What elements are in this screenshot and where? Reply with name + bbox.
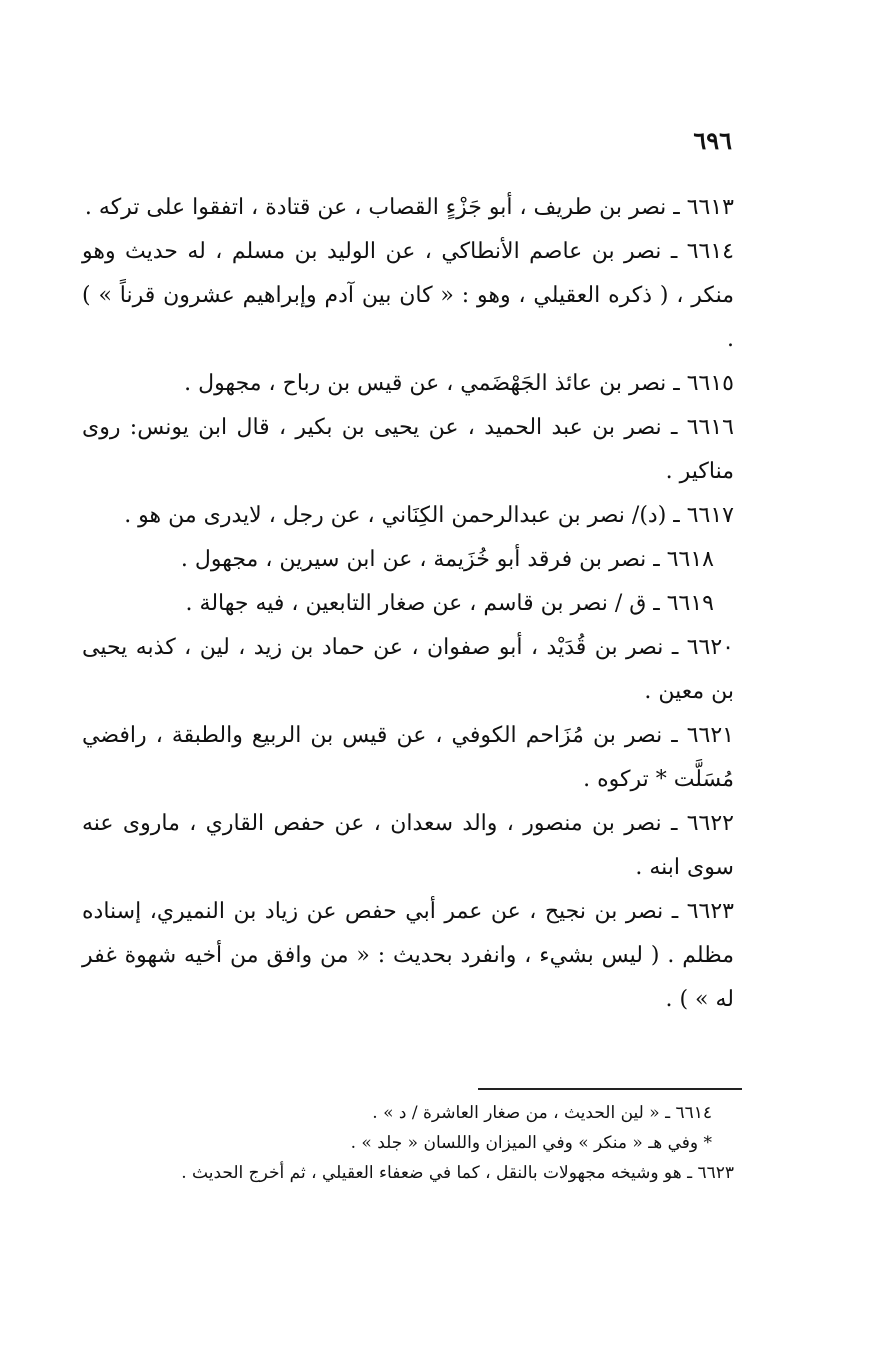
footnote-variant: * وفي هـ « منكر » وفي الميزان واللسان « جلد » . (350, 1133, 712, 1153)
footnote-6614: ٦٦١٤ ـ « لين الحديث ، من صغار العاشرة / د » . (372, 1103, 712, 1123)
entry-6617: ٦٦١٧ ـ (د)/ نصر بن عبدالرحمن الكِنَاني ، عن رجل ، لايدرى من هو . (124, 503, 734, 528)
main-text (82, 186, 734, 1022)
entry-6620: ٦٦٢٠ ـ نصر بن قُدَيْد ، أبو صفوان ، عن حماد بن زيد ، لين ، كذبه يحيى بن معين . (82, 635, 734, 704)
footnotes (82, 1098, 734, 1188)
entry-6622: ٦٦٢٢ ـ نصر بن منصور ، والد سعدان ، عن حفص القاري ، ماروى عنه سوى ابنه . (82, 811, 734, 880)
entry-6615: ٦٦١٥ ـ نصر بن عائذ الجَهْضَمي ، عن قيس بن رباح ، مجهول . (184, 371, 734, 396)
entry-6618: ٦٦١٨ ـ نصر بن فرقد أبو خُزَيمة ، عن ابن سيرين ، مجهول . (180, 547, 714, 572)
entry-6619: ٦٦١٩ ـ ق / نصر بن قاسم ، عن صغار التابعين ، فيه جهالة . (185, 591, 714, 616)
entry-6616: ٦٦١٦ ـ نصر بن عبد الحميد ، عن يحيى بن بكير ، قال ابن يونس: روى مناكير . (82, 415, 734, 484)
entry-6623: ٦٦٢٣ ـ نصر بن نجيح ، عن عمر أبي حفص عن زياد بن النميري، إسناده مظلم . ( ليس بشيء ، وانفرد بحديث : « من وافق من أخيه شهوة غفر له » ) . (82, 899, 734, 1012)
footnote-separator (478, 1088, 742, 1090)
page-number: ٦٩٦ (693, 126, 732, 155)
entry-6613: ٦٦١٣ ـ نصر بن طريف ، أبو جَزْءٍ القصاب ، عن قتادة ، اتفقوا على تركه . (84, 195, 734, 220)
entry-6614: ٦٦١٤ ـ نصر بن عاصم الأنطاكي ، عن الوليد بن مسلم ، له حديث وهو منكر ، ( ذكره العقيلي ، وهو : « كان بين آدم وإبراهيم عشرون قرناً » ) . (82, 239, 734, 352)
entry-6621: ٦٦٢١ ـ نصر بن مُزَاحم الكوفي ، عن قيس بن الربيع والطبقة ، رافضي مُسَلَّت * تركوه . (82, 723, 734, 792)
footnote-6623: ٦٦٢٣ ـ هو وشيخه مجهولات بالنقل ، كما في ضعفاء العقيلي ، ثم أخرج الحديث . (181, 1163, 734, 1183)
